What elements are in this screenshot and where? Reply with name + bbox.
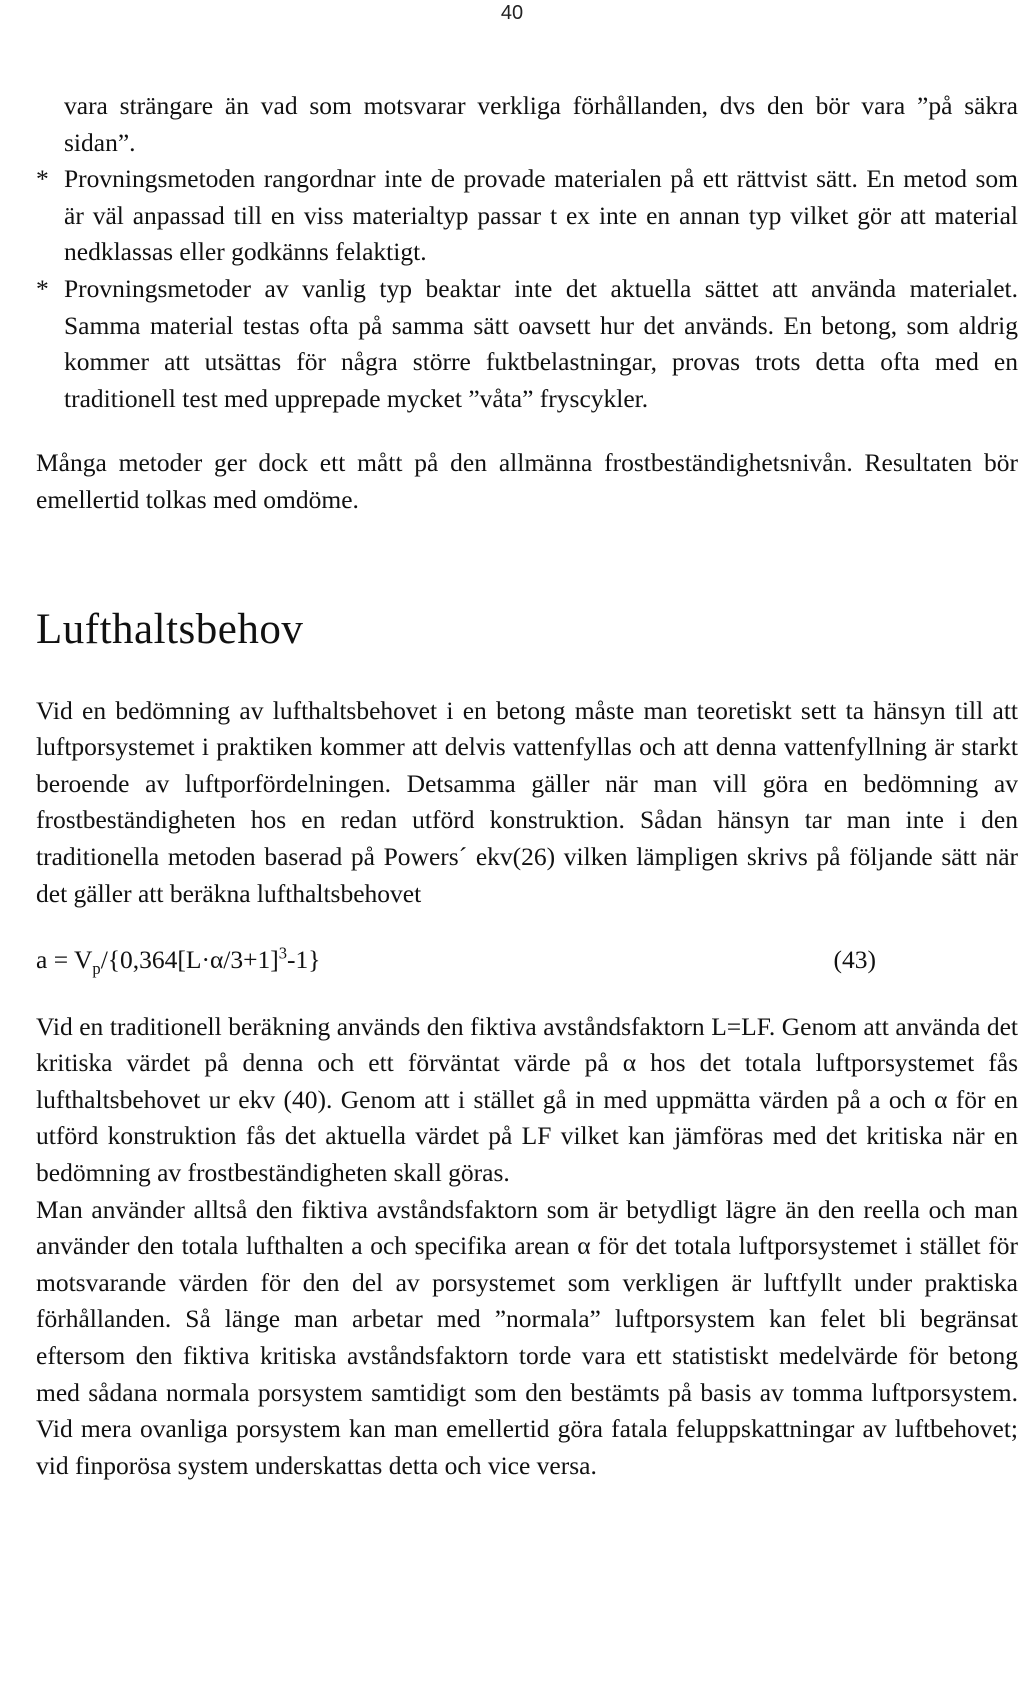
bullet-marker: * [36, 164, 49, 194]
equation-body: /{0,364[L·α/3+1] [100, 945, 279, 975]
section-heading: Lufthaltsbehov [36, 605, 304, 653]
list-item [36, 88, 1018, 161]
equation-lhs: a = V [36, 945, 93, 975]
equation-expression [36, 942, 321, 979]
list-item [36, 161, 1018, 271]
bullet-list [36, 88, 1018, 417]
list-item-text: vara strängare än vad som motsvarar verkliga förhållanden, dvs den bör vara ”på säkra sidan”. [64, 91, 1018, 157]
equation-number: (43) [833, 945, 876, 975]
body-paragraph: Man använder alltså den fiktiva avståndsfaktorn som är betydligt lägre än den reella och man använder den totala lufthalten a och specifika arean α för det totala luftporsystemet i stället för motsvarande värden för den del av porsystemet som verkligen är luftfyllt under praktiska förhållanden. Så länge man arbetar med ”normala” luftporsystem kan felet bli begränsat eftersom den fiktiva kritiska avståndsfaktorn torde vara ett statistiskt medelvärde för betong med sådana normala porsystem samtidigt som den bestämts på basis av tomma luftporsystem. Vid mera ovanliga porsystem kan man emellertid göra fatala feluppskattningar av luftbehovet; vid finporösa system underskattas detta och vice versa. [36, 1194, 1018, 1480]
list-item-text: Provningsmetoder av vanlig typ beaktar inte det aktuella sättet att använda materialet. Samma material testas ofta på samma sätt oavsett hur det används. En betong, som aldrig kommer att utsättas för några större fuktbelastningar, provas trots detta ofta med en traditionell test med upprepade mycket ”våta” fryscykler. [64, 273, 1018, 413]
equation-superscript: 3 [278, 943, 288, 963]
equation-subscript: p [92, 959, 101, 979]
body-paragraph: Vid en traditionell beräkning används den fiktiva avståndsfaktorn L=LF. Genom att använda det kritiska värdet på denna och ett förväntat värde på α hos det totala luftporsystemet fås lufthaltsbehovet ur ekv (40). Genom att i stället gå in med uppmätta värden på a och α för en utförd konstruktion fås det aktuella värdet på LF vilket kan jämföras med det kritiska när en bedömning av frostbeständigheten skall göras. [36, 1011, 1018, 1188]
equation-43 [36, 942, 1018, 979]
equation-tail: -1} [287, 945, 321, 975]
body-paragraph: Vid en bedömning av lufthaltsbehovet i en betong måste man teoretiskt sett ta hänsyn till att luftporsystemet i praktiken kommer att delvis vattenfyllas och att denna vattenfyllning är starkt beroende av luftporfördelningen. Detsamma gäller när man vill göra en bedömning av frostbeständigheten hos en redan utförd konstruktion. Sådan hänsyn tar man inte i den traditionella metoden baserad på Powers´ ekv(26) vilken lämpligen skrivs på följande sätt när det gäller att beräkna lufthaltsbehovet [36, 695, 1018, 908]
list-item [36, 271, 1018, 417]
page-number: 40 [500, 2, 524, 24]
intro-paragraph: Många metoder ger dock ett mått på den allmänna frostbeständighetsnivån. Resultaten bör emellertid tolkas med omdöme. [36, 448, 1018, 514]
document-body [36, 88, 1018, 1484]
bullet-marker: * [36, 273, 49, 303]
list-item-text: Provningsmetoden rangordnar inte de provade materialen på ett rättvist sätt. En metod som är väl anpassad till en viss materialtyp passar t ex inte en annan typ vilket gör att material nedklassas eller godkänns felaktigt. [64, 164, 1018, 267]
